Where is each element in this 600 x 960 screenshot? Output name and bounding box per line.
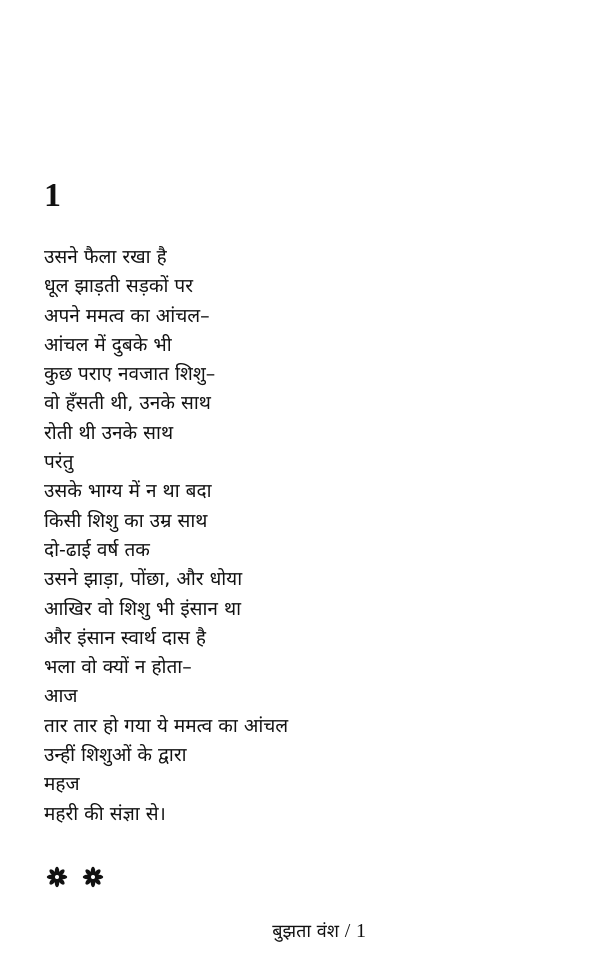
poem-line: आज bbox=[44, 685, 78, 708]
poem-line: वो हँसती थी, उनके साथ bbox=[44, 392, 211, 415]
flower-ornament-icon bbox=[82, 866, 104, 888]
poem-line: भला वो क्यों न होता– bbox=[44, 656, 192, 679]
poem-number: 1 bbox=[44, 177, 61, 214]
poem-line: महरी की संज्ञा से। bbox=[44, 802, 166, 825]
poem-line: धूल झाड़ती सड़कों पर bbox=[44, 275, 193, 298]
poem-line: दो-ढाई वर्ष तक bbox=[44, 538, 150, 561]
poem-line: और इंसान स्वार्थ दास है bbox=[44, 626, 206, 649]
poem-line: किसी शिशु का उम्र साथ bbox=[44, 509, 208, 532]
section-end-ornaments bbox=[46, 866, 104, 888]
poem-line: उन्हीं शिशुओं के द्वारा bbox=[44, 744, 187, 767]
flower-ornament-icon bbox=[46, 866, 68, 888]
poem-line: महज bbox=[44, 773, 80, 796]
poem-line: रोती थी उनके साथ bbox=[44, 421, 174, 444]
poem-line: आंचल में दुबके भी bbox=[44, 333, 172, 356]
page-footer bbox=[272, 918, 366, 945]
poem-line: कुछ पराए नवजात शिशु– bbox=[44, 363, 216, 386]
poem-body bbox=[44, 243, 288, 829]
footer-page-number: 1 bbox=[356, 920, 366, 942]
poem-line: उसने फैला रखा है bbox=[44, 246, 167, 268]
poem-line: उसके भाग्य में न था बदा bbox=[44, 480, 212, 503]
poem-line: तार तार हो गया ये ममत्व का आंचल bbox=[44, 714, 289, 737]
footer-book-title: बुझता वंश bbox=[272, 921, 339, 942]
poem-line: उसने झाड़ा, पोंछा, और धोया bbox=[44, 568, 243, 591]
poem-line: परंतु bbox=[44, 451, 74, 474]
poem-line: अपने ममत्व का आंचल– bbox=[44, 304, 210, 327]
footer-separator: / bbox=[344, 920, 351, 942]
poem-line: आखिर वो शिशु भी इंसान था bbox=[44, 597, 242, 620]
